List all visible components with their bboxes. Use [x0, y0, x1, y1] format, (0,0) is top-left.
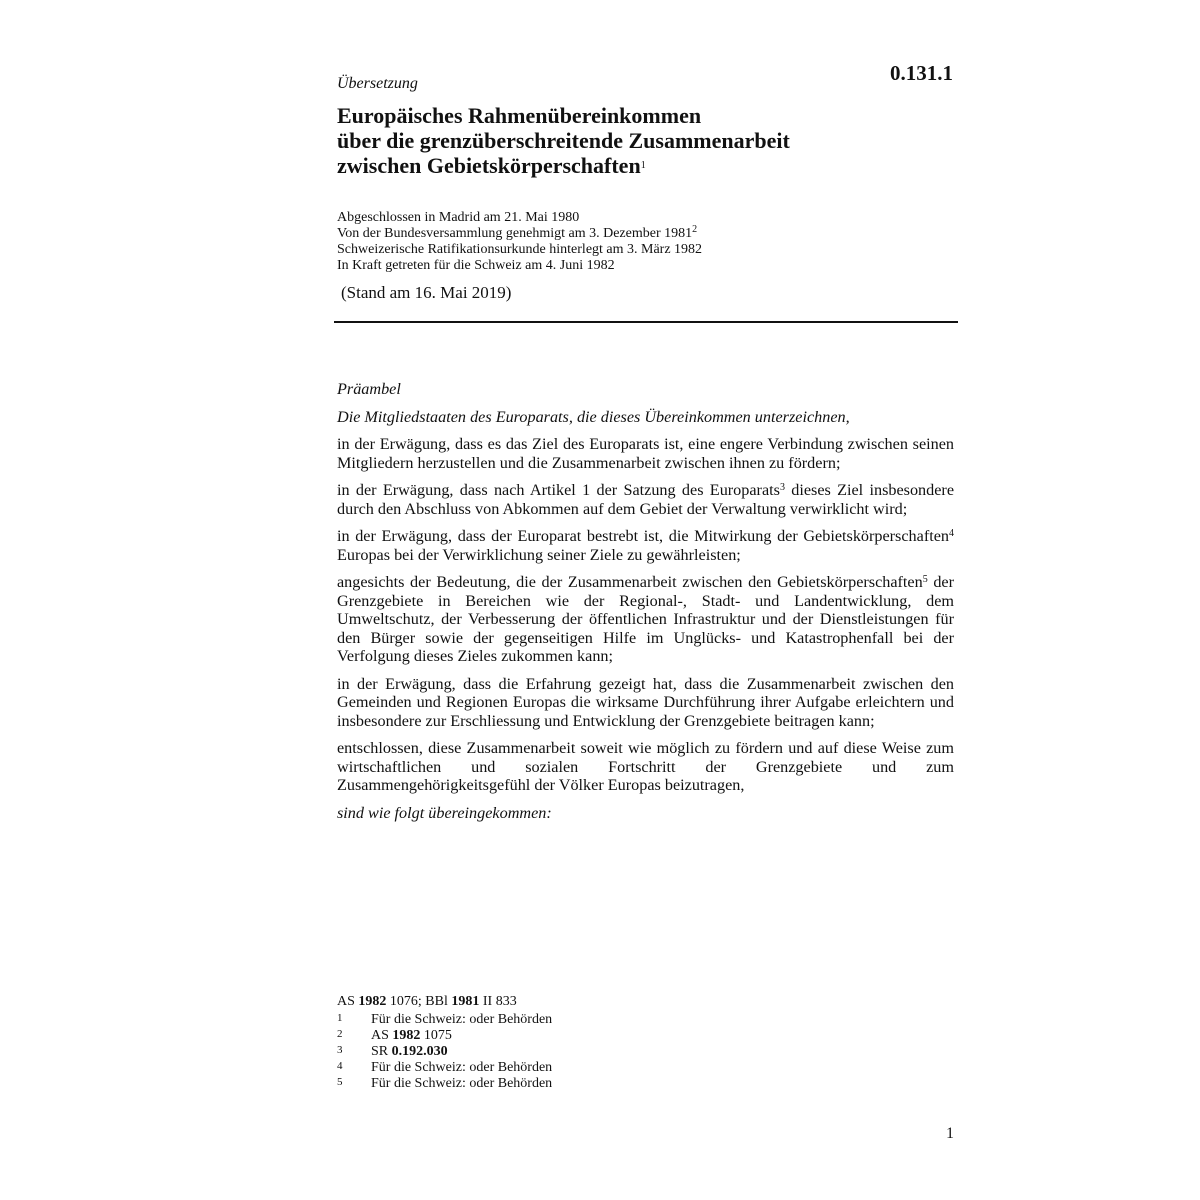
- footnote-item: [337, 1044, 954, 1060]
- footnote-text-bold: 0.192.030: [391, 1044, 448, 1059]
- header-divider: [334, 321, 958, 323]
- title-line: Europäisches Rahmenübereinkommen: [337, 103, 702, 128]
- meta-row-text: Von der Bundesversammlung genehmigt am 3. Dezember 1981: [337, 226, 693, 241]
- source-reference: [337, 994, 954, 1010]
- metadata-block: [337, 210, 957, 274]
- preamble-paragraph: in der Erwägung, dass es das Ziel des Europarats ist, eine engere Verbindung zwischen seinen Mitgliedern herzustellen und die Zusammenarbeit zwischen ihnen zu fördern;: [337, 435, 954, 472]
- footnote-number: 2: [337, 1028, 343, 1040]
- source-text: II 833: [479, 994, 517, 1009]
- meta-row-text: Schweizerische Ratifikationsurkunde hinterlegt am 3. März 1982: [337, 242, 703, 257]
- paragraph-text: in der Erwägung, dass der Europarat bestrebt ist, die Mitwirkung der Gebietskörperschaften: [337, 527, 949, 545]
- footnote-text: [371, 1012, 552, 1028]
- footnote-text: [371, 1076, 552, 1092]
- footnote-item: [337, 1028, 954, 1044]
- paragraph-text: angesichts der Bedeutung, die der Zusammenarbeit zwischen den Gebietskörperschaften: [337, 573, 923, 591]
- footnote-ref: 4: [949, 528, 954, 539]
- paragraph-text: dieses Ziel insbesondere durch den Abschluss von Abkommen auf dem Gebiet der Verwaltung verwirklicht wird;: [337, 481, 955, 518]
- footnote-text: [371, 1044, 448, 1060]
- preamble-paragraph: in der Erwägung, dass die Erfahrung gezeigt hat, dass die Zusammenarbeit zwischen den Gemeinden und Regionen Europas die wirksame Durchführung ihrer Aufgabe erleichtern und insbesondere zur Erschliessung und Entwicklung der Grenzgebiete beitragen kann;: [337, 674, 954, 730]
- meta-row: [337, 258, 957, 274]
- footnote-text: [371, 1028, 452, 1044]
- source-year: 1981: [451, 994, 480, 1009]
- footnote-text-part: 1075: [420, 1028, 452, 1043]
- paragraph-text: der Grenzgebiete in Bereichen wie der Regional-, Stadt- und Landentwicklung, dem Umweltschutz, der Verbesserung der öffentlichen Infrastruktur und der Dienstleistungen für den Bürger sowie der gegenseitigen Hilfe im Unglücks- und Katastrophenfall bei der Verfolgung dieses Zieles zukommen kann;: [337, 573, 954, 665]
- title-line-text: zwischen Gebietskörperschaften: [337, 153, 641, 178]
- footnote-item: [337, 1076, 954, 1092]
- preamble-paragraph: entschlossen, diese Zusammenarbeit soweit wie möglich zu fördern und auf diese Weise zum wirtschaftlichen und sozialen Fortschritt der Grenzgebiete und zum Zusammengehörigkeitsgefühl der Völker Europas beizutragen,: [337, 739, 954, 794]
- footnote-ref: 5: [922, 574, 928, 585]
- title-line: [337, 153, 957, 178]
- source-text: 1076; BBl: [386, 994, 452, 1009]
- source-year: 1982: [358, 994, 387, 1009]
- paragraph-text: Europas bei der Verwirklichung seiner Ziele zu gewährleisten;: [337, 545, 741, 564]
- page-number: 1: [946, 1125, 954, 1142]
- footnote-ref: 2: [692, 224, 698, 235]
- footnote-number: 3: [337, 1044, 343, 1056]
- translation-label: Übersetzung: [337, 75, 418, 92]
- footnote-text-part: Für die Schweiz: oder Behörden: [371, 1076, 553, 1091]
- meta-row: [337, 210, 957, 226]
- footnote-text-part: AS: [371, 1028, 393, 1043]
- status-date: (Stand am 16. Mai 2019): [341, 283, 512, 302]
- footnote-text: [371, 1060, 552, 1076]
- footnote-number: 4: [337, 1060, 343, 1072]
- footnote-number: 1: [337, 1012, 343, 1024]
- preamble-paragraph: [337, 573, 954, 666]
- preamble: [337, 380, 954, 831]
- document-title: [337, 103, 957, 178]
- footnote-ref: 1: [640, 160, 646, 171]
- preamble-closing: sind wie folgt übereingekommen:: [337, 803, 552, 822]
- preamble-heading: Präambel: [337, 380, 401, 398]
- meta-row-text: Abgeschlossen in Madrid am 21. Mai 1980: [337, 210, 580, 225]
- footnote-text-part: SR: [371, 1044, 392, 1059]
- source-text: AS: [337, 994, 359, 1009]
- footnote-ref: 3: [779, 482, 785, 493]
- footnote-text-bold: 1982: [392, 1028, 421, 1043]
- preamble-paragraph: [337, 481, 954, 518]
- paragraph-text: in der Erwägung, dass nach Artikel 1 der Satzung des Europarats: [337, 481, 780, 499]
- footnote-item: [337, 1012, 954, 1028]
- meta-row: [337, 242, 957, 258]
- document-number: 0.131.1: [890, 61, 953, 85]
- title-line: über die grenzüberschreitende Zusammenarbeit: [337, 128, 790, 153]
- footnote-text-part: Für die Schweiz: oder Behörden: [371, 1060, 553, 1075]
- preamble-paragraph: [337, 527, 954, 564]
- footnotes: [337, 994, 954, 1092]
- preamble-intro: Die Mitgliedstaaten des Europarats, die dieses Übereinkommen unterzeichnen,: [337, 407, 850, 426]
- meta-row: [337, 226, 957, 242]
- footnote-text-part: Für die Schweiz: oder Behörden: [371, 1012, 553, 1027]
- meta-row-text: In Kraft getreten für die Schweiz am 4. Juni 1982: [337, 258, 615, 273]
- footnote-number: 5: [337, 1076, 343, 1088]
- footnote-item: [337, 1060, 954, 1076]
